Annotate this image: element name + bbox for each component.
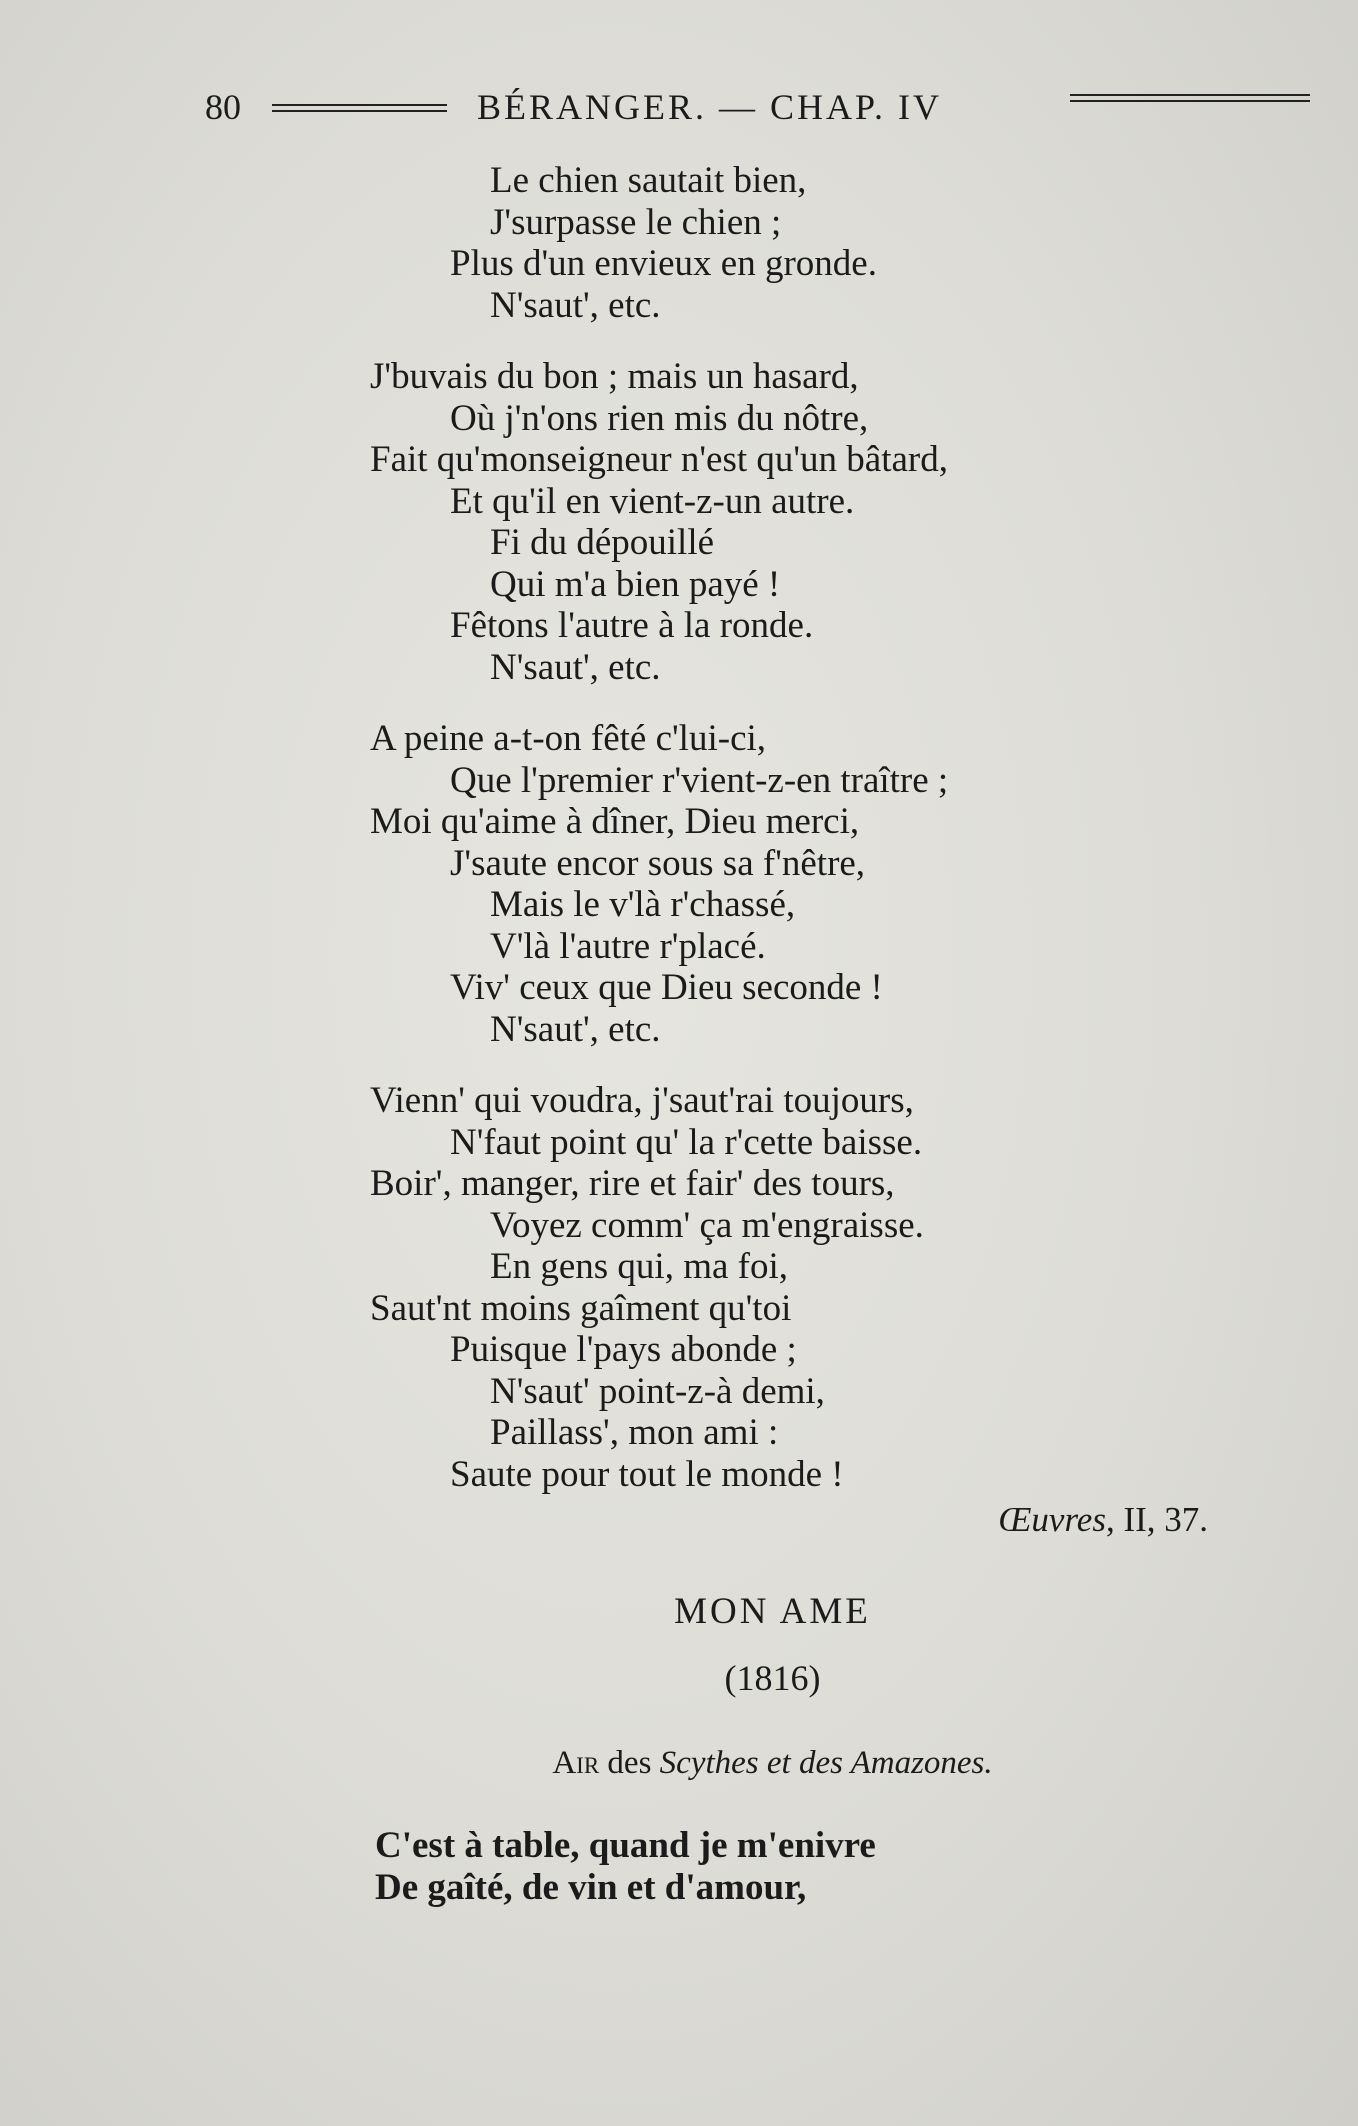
poem-body [370, 160, 1270, 1525]
poem-line: Fêtons l'autre à la ronde. [450, 605, 814, 646]
stanza [370, 160, 1270, 326]
song-line: C'est à table, quand je m'enivre [375, 1825, 876, 1866]
poem-line: Le chien sautait bien, [490, 160, 807, 201]
stanza [370, 718, 1270, 1050]
air-des: des [599, 1745, 660, 1781]
poem-line: N'saut', etc. [490, 1008, 661, 1050]
poem-line: Puisque l'pays abonde ; [450, 1329, 797, 1370]
poem-line: Et qu'il en vient-z-un autre. [450, 480, 855, 522]
poem-line: En gens qui, ma foi, [490, 1246, 789, 1287]
poem-line: A peine a-t-on fêté c'lui-ci, [370, 718, 767, 759]
poem-line: Fait qu'monseigneur n'est qu'un bâtard, [370, 439, 948, 480]
song-opening-lines [375, 1824, 876, 1907]
header-rule-left [272, 104, 447, 112]
poem-line: Viv' ceux que Dieu seconde ! [450, 967, 883, 1008]
song-line: De gaîté, de vin et d'amour, [375, 1866, 807, 1908]
poem-line: Qui m'a bien payé ! [490, 563, 781, 605]
air-title: Scythes et des Amazones. [659, 1745, 993, 1781]
poem-line: V'là l'autre r'placé. [490, 925, 766, 967]
air-label: Air [552, 1745, 600, 1781]
poem-line: Vienn' qui voudra, j'saut'rai toujours, [370, 1080, 914, 1121]
stanza [370, 1080, 1270, 1495]
poem-line: Mais le v'là r'chassé, [490, 884, 796, 925]
poem-line: J'buvais du bon ; mais un hasard, [370, 356, 859, 397]
poem-line: Voyez comm' ça m'engraisse. [490, 1204, 924, 1246]
poem-line: Où j'n'ons rien mis du nôtre, [450, 397, 869, 439]
poem-line: Paillass', mon ami : [490, 1412, 779, 1453]
poem-line: Plus d'un envieux en gronde. [450, 243, 877, 284]
poem-line: N'saut', etc. [490, 284, 661, 326]
running-header [205, 82, 1305, 132]
poem-line: N'faut point qu' la r'cette baisse. [450, 1121, 923, 1163]
poem-line: Que l'premier r'vient-z-en traître ; [450, 759, 949, 801]
poem-line: J'surpasse le chien ; [490, 201, 782, 243]
source-citation [998, 1500, 1208, 1540]
source-work: Œuvres [998, 1500, 1106, 1539]
poem-line: Boir', manger, rire et fair' des tours, [370, 1163, 895, 1204]
header-rule-right [1070, 94, 1310, 102]
poem-line: Saute pour tout le monde ! [450, 1453, 844, 1495]
poem-line: Saut'nt moins gaîment qu'toi [370, 1287, 792, 1329]
running-title: BÉRANGER. — CHAP. IV [477, 87, 943, 127]
poem-line: N'saut', etc. [490, 646, 661, 688]
stanza [370, 356, 1270, 688]
poem-line: N'saut' point-z-à demi, [490, 1370, 825, 1412]
song-air [0, 1745, 1358, 1782]
poem-line: Moi qu'aime à dîner, Dieu merci, [370, 801, 860, 842]
poem-line: J'saute encor sous sa f'nêtre, [450, 842, 866, 884]
song-year: (1816) [724, 1658, 821, 1698]
poem-line: Fi du dépouillé [490, 522, 715, 563]
song-title: MON AME [674, 1591, 871, 1632]
page-number: 80 [205, 87, 241, 127]
source-reference: , II, 37. [1105, 1500, 1208, 1539]
